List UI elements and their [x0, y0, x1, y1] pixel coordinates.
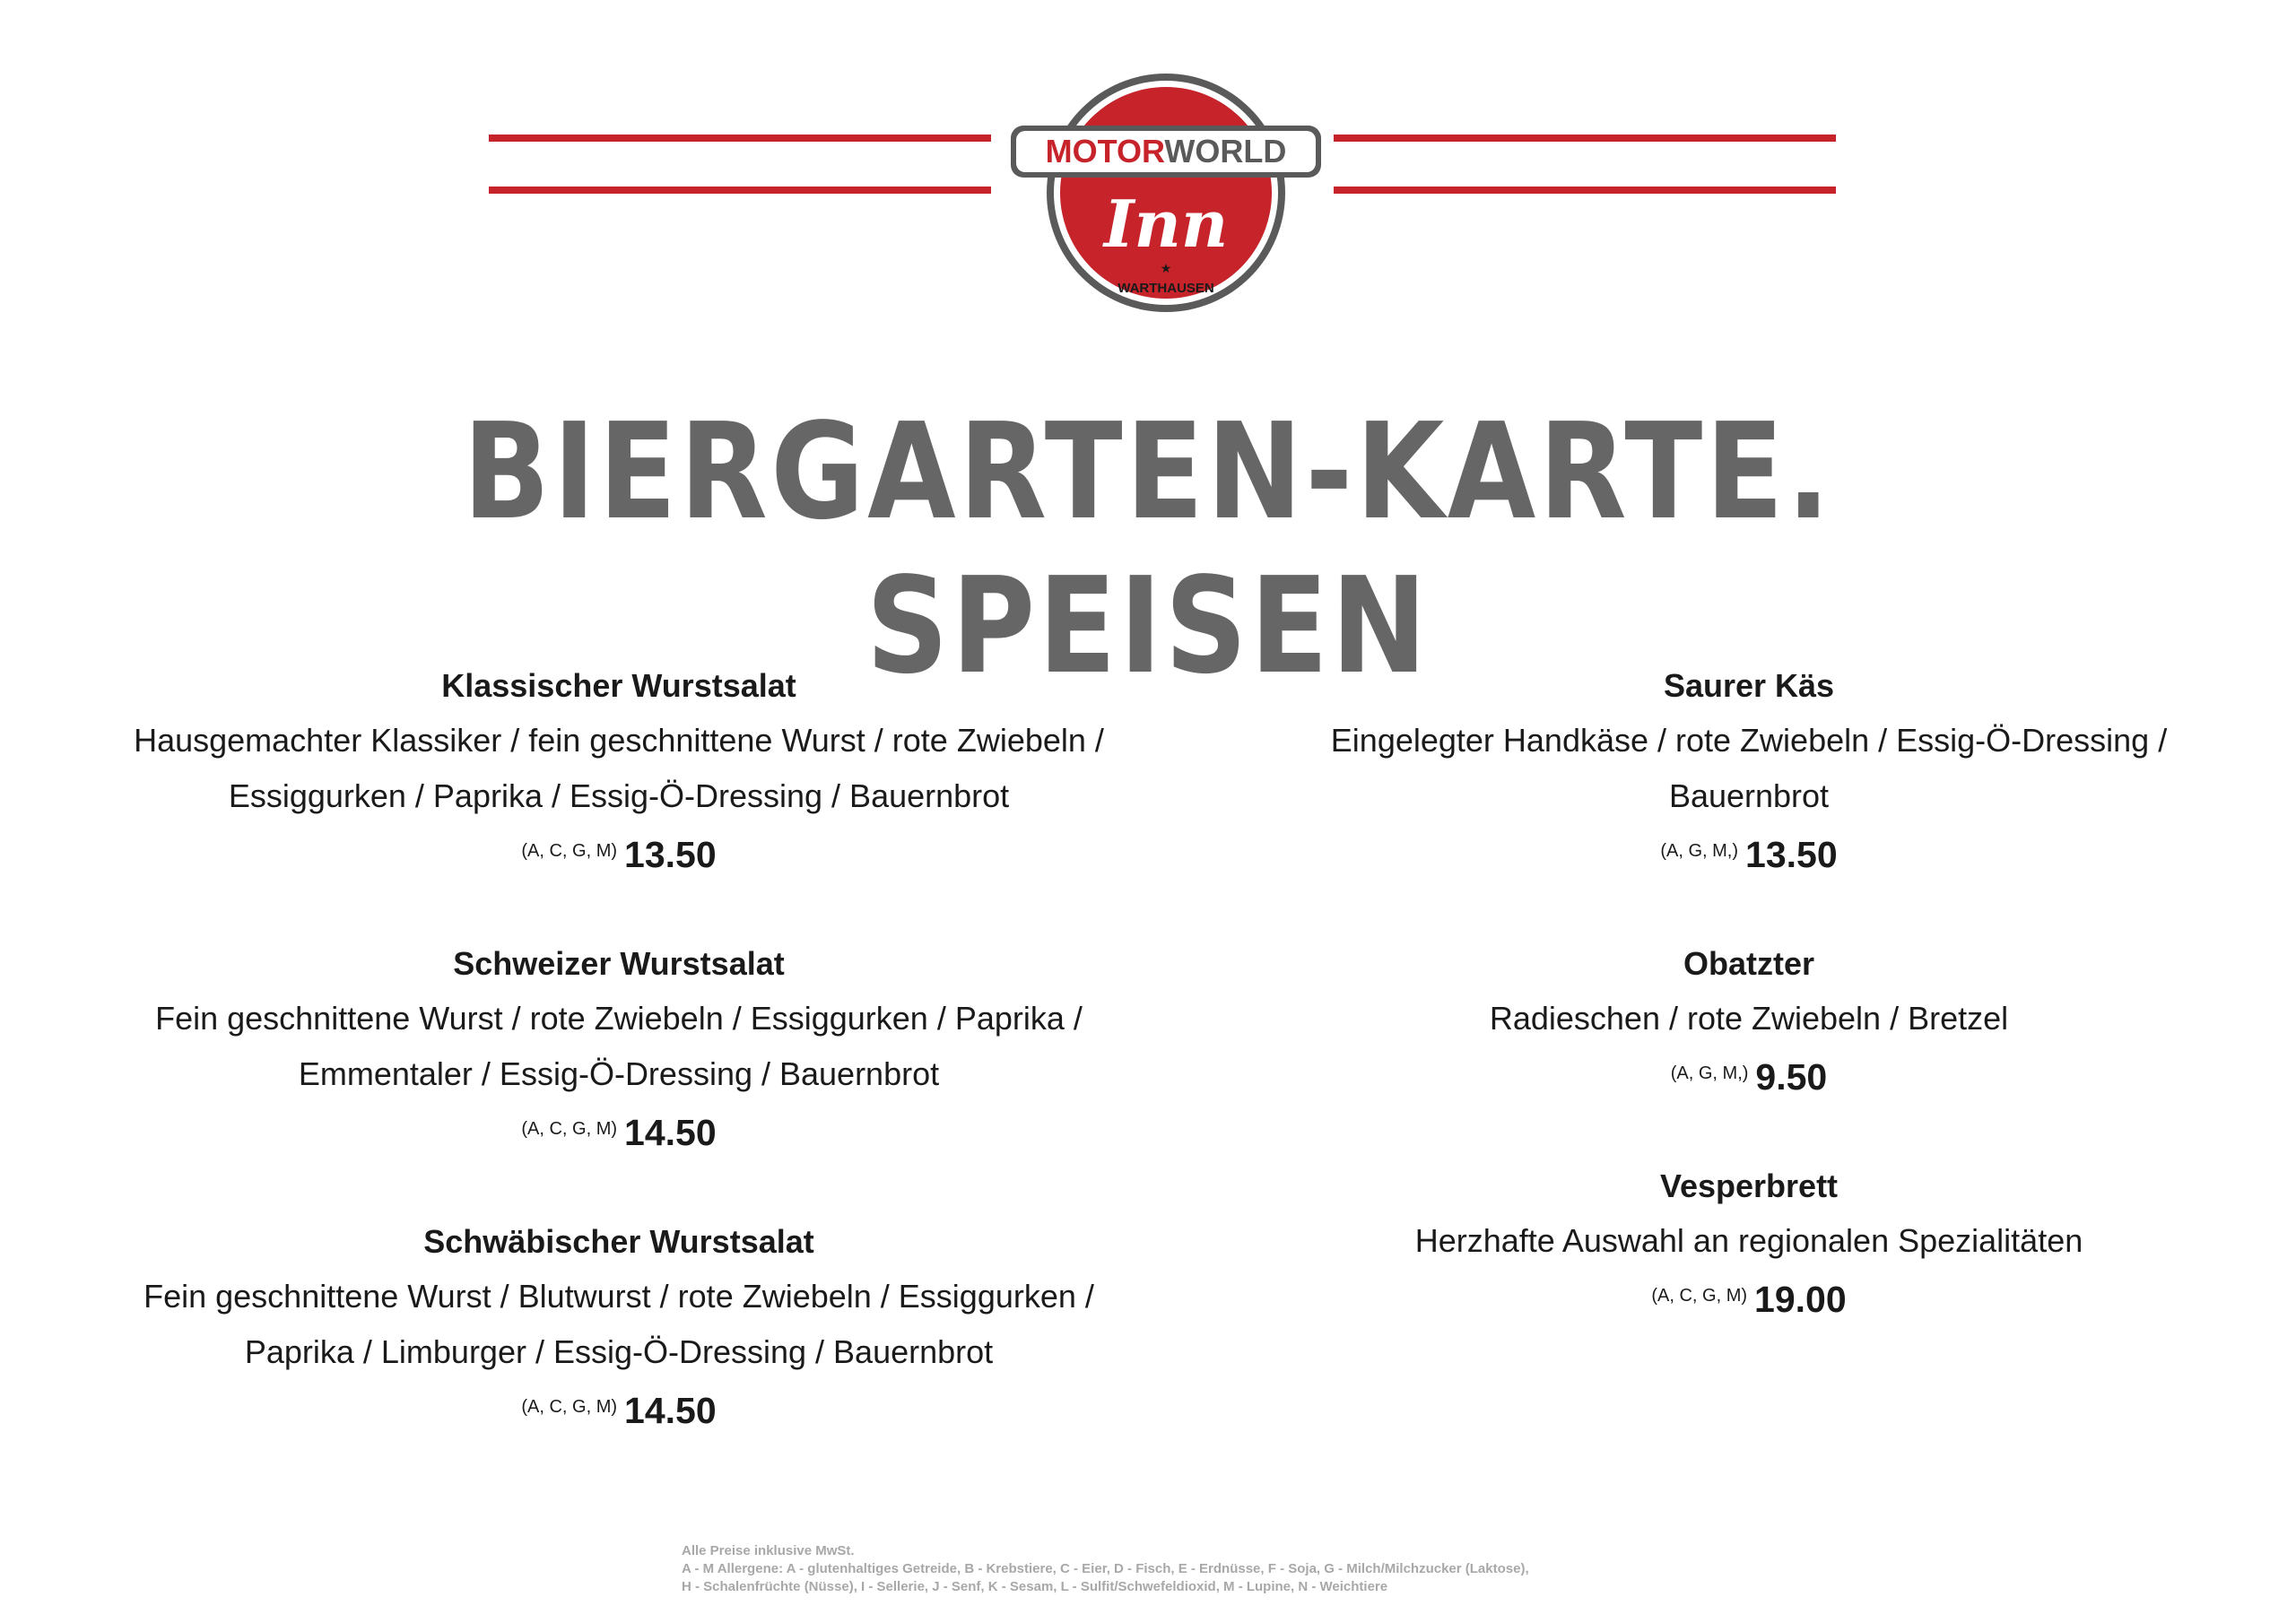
footer-allergens-line1: A - M Allergene: A - glutenhaltiges Getreide, B - Krebstiere, C - Eier, D - Fisch, E - Erdnüsse, F - Soja, G - Milch/Milchzucker (Laktose), [682, 1561, 1529, 1576]
menu-item-name: Klassischer Wurstsalat [441, 667, 796, 704]
menu-item-description: Fein geschnittene Wurst / rote Zwiebeln / Essiggurken / Paprika / [155, 1000, 1083, 1037]
menu-item-allergens: (A, G, M,) [1670, 1063, 1749, 1083]
footer-vat-note: Alle Preise inklusive MwSt. [682, 1543, 855, 1558]
menu-item [1247, 659, 2251, 890]
menu-item-allergens: (A, C, G, M) [521, 1397, 618, 1417]
menu-item-description: Essiggurken / Paprika / Essig-Ö-Dressing / Bauernbrot [228, 777, 1010, 814]
footer-allergens-line2: H - Schalenfrüchte (Nüsse), I - Sellerie, J - Senf, K - Sesam, L - Sulfit/Schwefeldioxid, M - Lupine, N - Weichtiere [682, 1579, 1388, 1594]
menu-item-price: 14.50 [624, 1390, 717, 1431]
menu-item-description: Hausgemachter Klassiker / fein geschnittene Wurst / rote Zwiebeln / [134, 722, 1104, 759]
menu-item-price-line [90, 1380, 1148, 1446]
menu-item-price-line [90, 824, 1148, 890]
menu-column-left [90, 659, 1148, 1493]
menu-item-description: Eingelegter Handkäse / rote Zwiebeln / Essig-Ö-Dressing / [1330, 722, 2168, 759]
logo-brand-text [1046, 133, 1287, 169]
menu-item-price-line [90, 1102, 1148, 1168]
menu-column-right [1247, 659, 2251, 1382]
menu-item-allergens: (A, C, G, M) [521, 841, 618, 861]
header-stripe-right-bottom [1334, 187, 1836, 194]
menu-item-price-line [1247, 1046, 2251, 1113]
menu-item-allergens: (A, C, G, M) [1651, 1286, 1748, 1306]
menu-item-price-line [1247, 824, 2251, 890]
header-stripe-left-bottom [489, 187, 991, 194]
menu-item-description: Radieschen / rote Zwiebeln / Bretzel [1489, 1000, 2009, 1037]
menu-item-price: 13.50 [624, 834, 717, 875]
logo-brand-world: WORLD [1164, 133, 1287, 169]
logo-brand-motor: MOTOR [1045, 133, 1165, 169]
menu-item-allergens: (A, G, M,) [1660, 841, 1739, 861]
menu-item-price: 13.50 [1745, 834, 1838, 875]
menu-item [90, 659, 1148, 890]
menu-item-price: 14.50 [624, 1112, 717, 1153]
menu-item-allergens: (A, C, G, M) [521, 1119, 618, 1139]
menu-item-name: Vesperbrett [1659, 1167, 1839, 1204]
menu-item [90, 1215, 1148, 1446]
menu-item-price: 19.00 [1754, 1279, 1847, 1320]
footer-notes [682, 1542, 1668, 1596]
menu-item-description: Herzhafte Auswahl an regionalen Spezialitäten [1414, 1222, 2083, 1259]
menu-item-price: 9.50 [1755, 1056, 1828, 1098]
menu-item-description: Fein geschnittene Wurst / Blutwurst / rote Zwiebeln / Essiggurken / [144, 1278, 1094, 1315]
menu-item [1247, 1159, 2251, 1335]
header-stripe-left-top [489, 135, 991, 142]
menu-item-name: Schwäbischer Wurstsalat [423, 1223, 814, 1260]
menu-item-price-line [1247, 1269, 2251, 1335]
menu-item-description: Bauernbrot [1668, 777, 1830, 814]
menu-item-name: Obatzter [1683, 945, 1815, 982]
menu-item-name: Schweizer Wurstsalat [453, 945, 785, 982]
menu-item-description: Paprika / Limburger / Essig-Ö-Dressing / Bauernbrot [244, 1333, 994, 1370]
page-title: BIERGARTEN-KARTE. SPEISEN [463, 395, 1833, 703]
header-stripe-right-top [1334, 135, 1836, 142]
logo-star-icon: ★ [1160, 261, 1172, 275]
logo-script: Inn [1103, 186, 1229, 262]
menu-item [1247, 937, 2251, 1113]
menu-item-name: Saurer Käs [1663, 667, 1835, 704]
menu-item [90, 937, 1148, 1168]
logo-location: WARTHAUSEN [1118, 281, 1214, 296]
menu-item-description: Emmentaler / Essig-Ö-Dressing / Bauernbrot [298, 1055, 940, 1092]
motorworld-inn-logo [1000, 72, 1332, 323]
